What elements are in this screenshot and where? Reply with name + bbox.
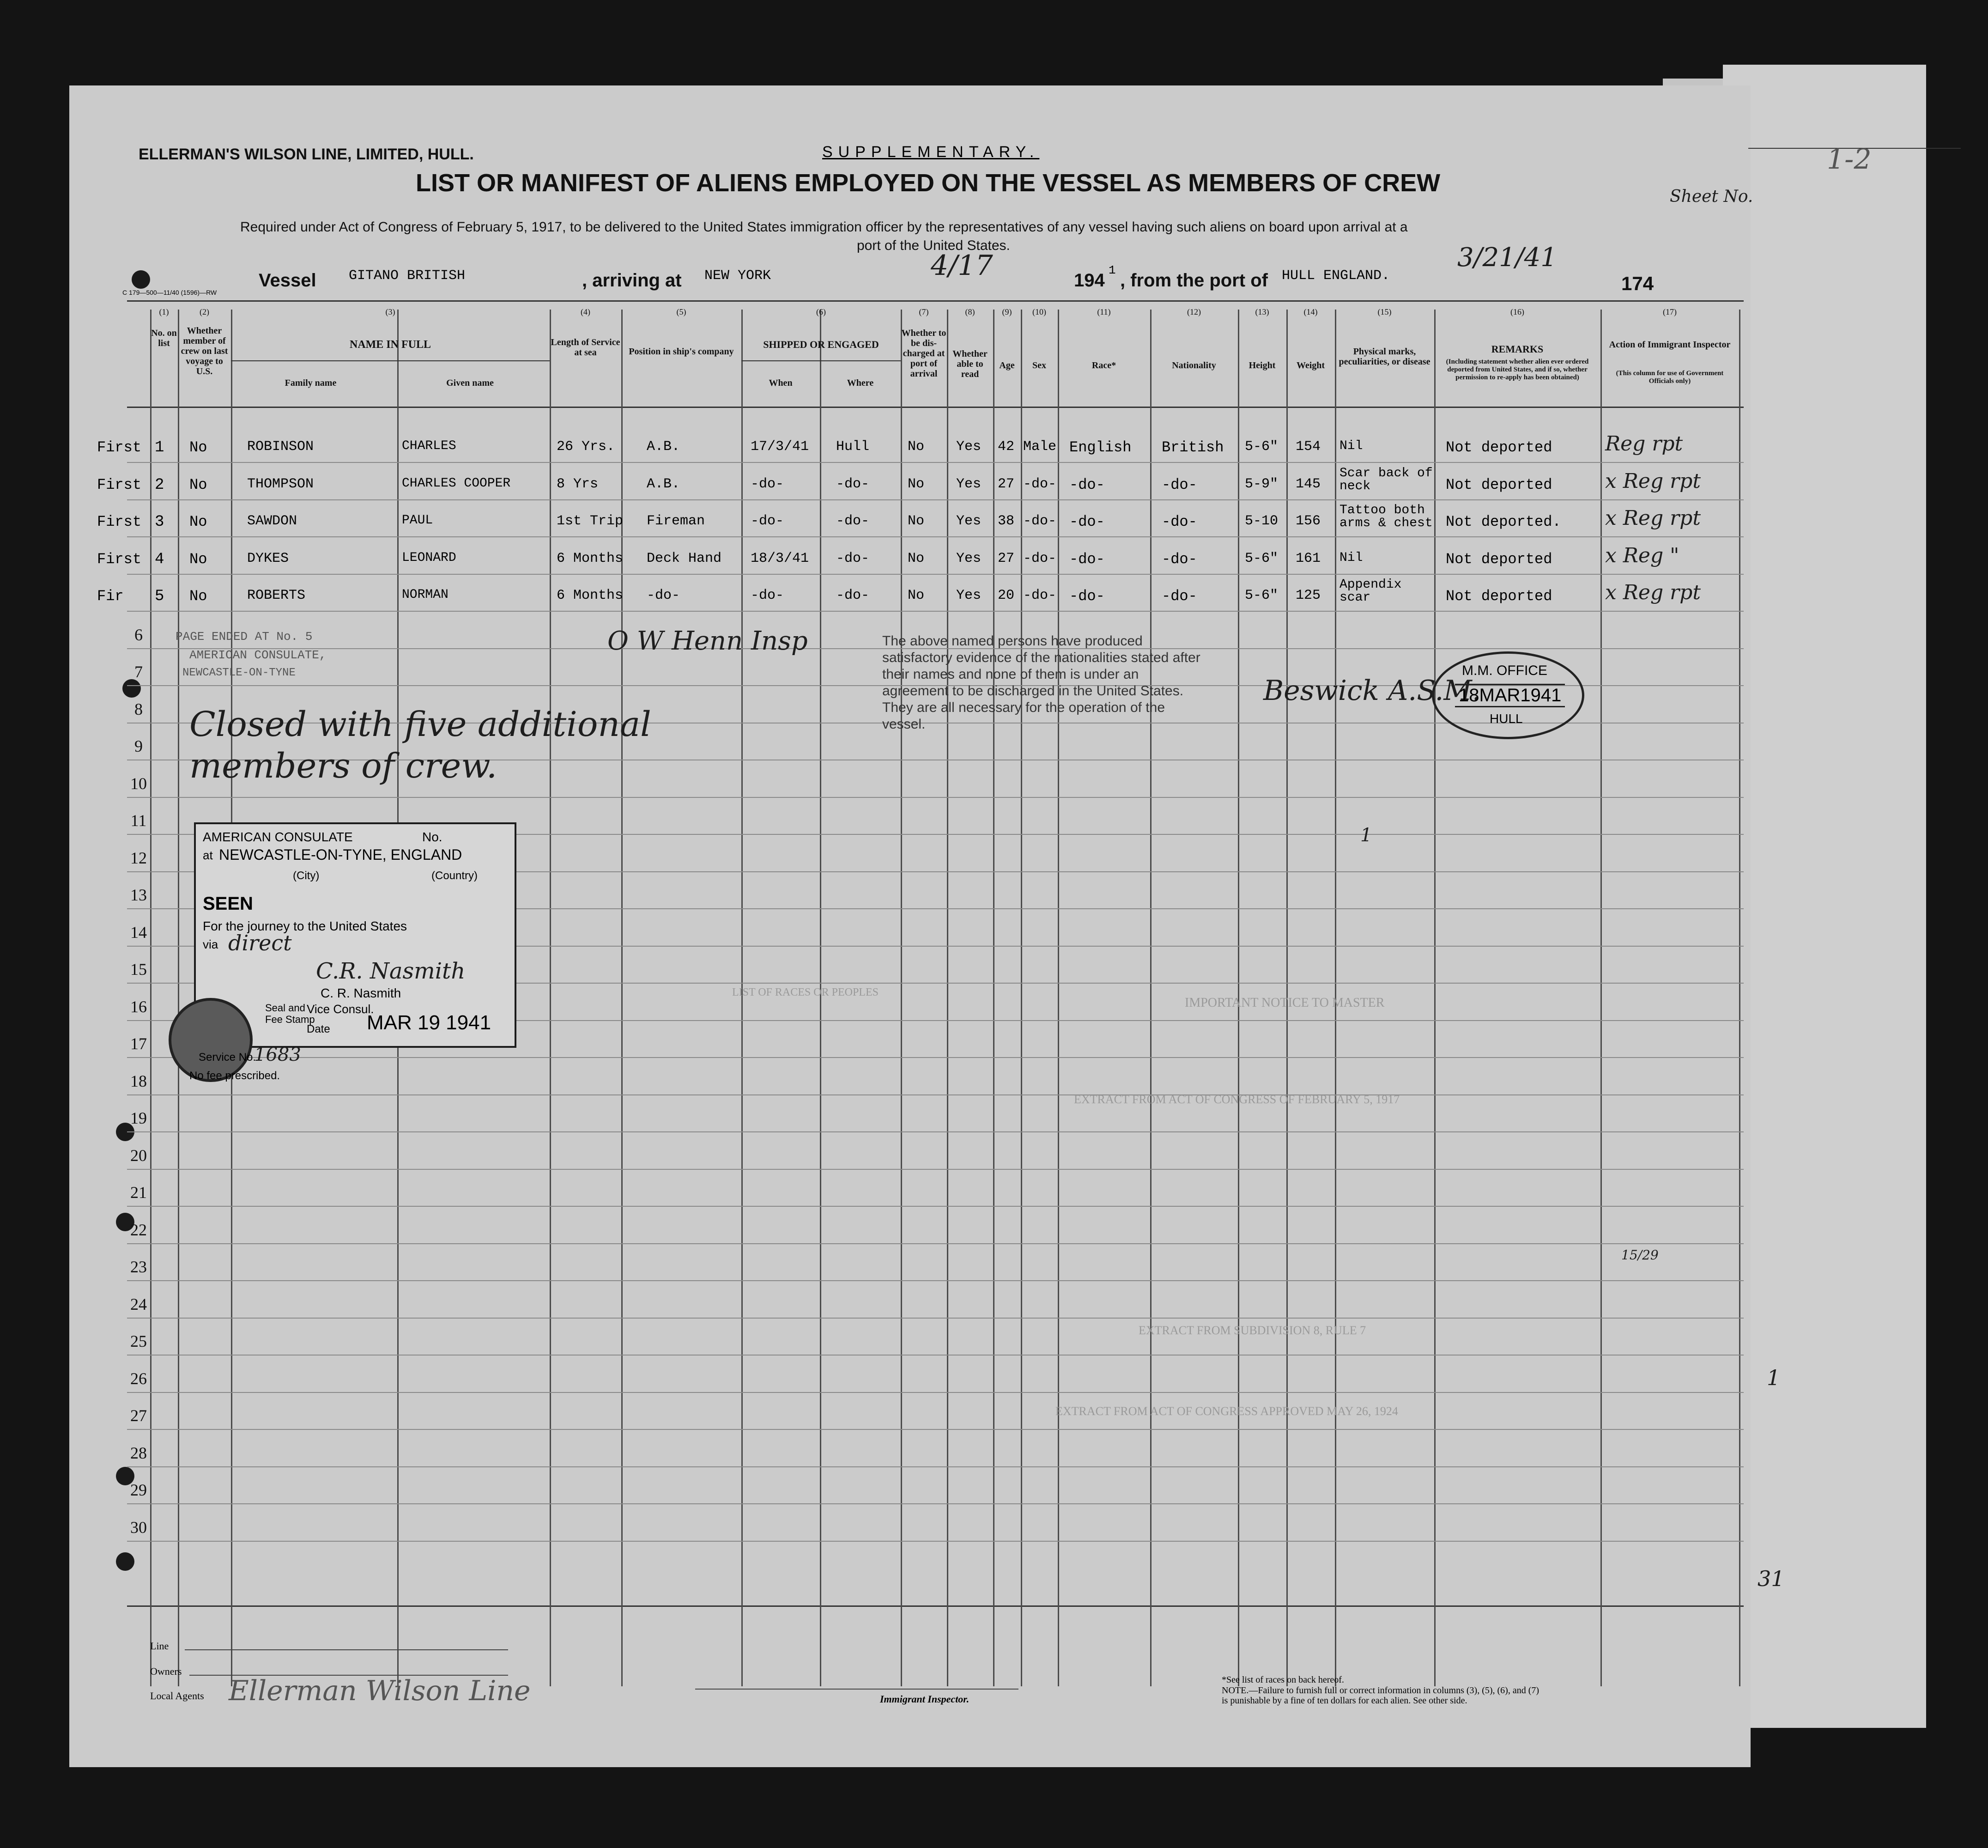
column-subheader: Given name — [446, 378, 494, 388]
column-number: (11) — [1097, 307, 1111, 316]
row-sex: Male — [1023, 439, 1057, 455]
row-weight: 145 — [1296, 476, 1321, 492]
stamp-at-label: at — [203, 848, 213, 862]
row-number: 5 — [155, 588, 164, 605]
column-header: REMARKS — [1491, 343, 1544, 355]
row-discharged: No — [908, 588, 925, 603]
row-when: -do- — [751, 476, 784, 492]
punch-hole — [122, 679, 141, 698]
from-port-value: HULL ENGLAND. — [1282, 268, 1390, 284]
bleed-through-extract3: EXTRACT FROM ACT OF CONGRESS APPROVED MAY 26, 1924 — [1055, 1404, 1398, 1418]
row-last-voyage: No — [189, 550, 207, 568]
row-number: 20 — [130, 1146, 147, 1165]
row-remarks: Not deported — [1446, 439, 1552, 456]
stamp-city: NEWCASTLE-ON-TYNE, ENGLAND — [219, 846, 462, 863]
row-sex: -do- — [1023, 513, 1057, 529]
row-nationality: -do- — [1162, 550, 1197, 568]
row-where: -do- — [836, 588, 870, 603]
manifest-form — [76, 111, 1872, 1756]
year-suffix: 1 — [1109, 263, 1116, 277]
row-action: x Reg rpt — [1605, 469, 1701, 493]
row-rule — [127, 1429, 1744, 1430]
column-header: SHIPPED OR ENGAGED — [763, 339, 879, 350]
column-header: Age — [999, 360, 1015, 371]
column-number: (8) — [965, 307, 975, 316]
row-nationality: -do- — [1162, 513, 1197, 530]
table-top-rule — [127, 300, 1744, 302]
row-number: 9 — [134, 737, 143, 755]
row-remarks: Not deported — [1446, 550, 1552, 568]
row-sex: -do- — [1023, 476, 1057, 492]
row-service: 6 Months — [557, 550, 624, 566]
column-number: (9) — [1002, 307, 1012, 316]
back-sheet — [1723, 65, 1926, 1728]
row-height: 5-6" — [1245, 588, 1279, 603]
row-rule — [127, 1355, 1744, 1356]
side-fraction: 15/29 — [1621, 1247, 1659, 1263]
row-where: -do- — [836, 550, 870, 566]
column-number: (7) — [919, 307, 929, 316]
column-divider — [947, 310, 948, 1686]
row-race: English — [1069, 439, 1132, 456]
row-number: 22 — [130, 1220, 147, 1239]
row-rule — [127, 1169, 1744, 1170]
column-divider — [993, 310, 994, 1686]
row-rule — [127, 499, 1744, 500]
row-number: 28 — [130, 1443, 147, 1462]
row-number: 23 — [130, 1258, 147, 1276]
row-rule — [127, 1318, 1744, 1319]
stamp-signature: C.R. Nasmith — [316, 958, 466, 984]
row-where: -do- — [836, 513, 870, 529]
mm-office-place: HULL — [1490, 711, 1523, 726]
row-rule — [127, 1206, 1744, 1207]
row-number: 2 — [155, 476, 164, 494]
row-remarks: Not deported — [1446, 588, 1552, 605]
service-no-value: 1683 — [254, 1044, 301, 1065]
row-trip: First — [97, 550, 142, 568]
row-last-voyage: No — [189, 476, 207, 493]
row-service: 1st Trip — [557, 513, 624, 529]
column-header: No. on list — [151, 328, 177, 348]
column-number: (4) — [581, 307, 590, 316]
row-race: -do- — [1069, 513, 1105, 530]
row-number: 16 — [130, 997, 147, 1016]
row-height: 5-10 — [1245, 513, 1279, 529]
column-number: (6) — [816, 307, 826, 316]
column-divider — [550, 310, 551, 1686]
footer-note: NOTE.—Failure to furnish full or correct information in columns (3), (5), (6), and (7) is punishable by a fine of ten dollars for each alien. See other side. — [1222, 1685, 1539, 1706]
row-service: 26 Yrs. — [557, 439, 615, 455]
row-height: 5-6" — [1245, 550, 1279, 566]
row-action: x Reg " — [1605, 543, 1679, 567]
column-divider — [901, 310, 902, 1686]
row-sex: -do- — [1023, 550, 1057, 566]
row-age: 27 — [998, 476, 1015, 492]
row-given-name: LEONARD — [402, 550, 456, 565]
row-height: 5-6" — [1245, 439, 1279, 455]
row-number: 26 — [130, 1369, 147, 1388]
vessel-label: Vessel — [259, 270, 316, 291]
row-number: 10 — [130, 774, 147, 793]
subtitle-line2: port of the United States. — [857, 238, 1010, 253]
supplementary-label: SUPPLEMENTARY. — [822, 143, 1040, 161]
inspector-signature-rule — [695, 1689, 1018, 1690]
row-position: A.B. — [647, 476, 680, 492]
row-number: 30 — [130, 1518, 147, 1537]
column-header: Whether able to read — [952, 349, 988, 379]
column-divider — [1600, 310, 1602, 1686]
row-number: 27 — [130, 1406, 147, 1425]
page-title: LIST OR MANIFEST OF ALIENS EMPLOYED ON THE VESSEL AS MEMBERS OF CREW — [416, 169, 1441, 197]
column-divider — [1739, 310, 1740, 1686]
mm-office-date: 18MAR1941 — [1455, 684, 1565, 707]
form-code: C 179—500—11/40 (1596)—RW — [122, 289, 217, 296]
row-number: 18 — [130, 1071, 147, 1090]
footer-inspector-label: Immigrant Inspector. — [880, 1693, 970, 1705]
consulate-stamp-line2: NEWCASTLE-ON-TYNE — [182, 667, 296, 679]
row-number: 24 — [130, 1295, 147, 1313]
row-trip: Fir — [97, 588, 124, 605]
inspector-signature: O W Henn Insp — [607, 626, 808, 656]
stamp-seen: SEEN — [203, 894, 253, 914]
row-age: 27 — [998, 550, 1015, 566]
consulate-stamp-line1: AMERICAN CONSULATE, — [189, 648, 327, 662]
row-when: 18/3/41 — [751, 550, 809, 566]
row-service: 6 Months — [557, 588, 624, 603]
master-signature: Beswick A.S.M. — [1263, 675, 1481, 707]
row-weight: 156 — [1296, 513, 1321, 529]
row-weight: 125 — [1296, 588, 1321, 603]
row-discharged: No — [908, 513, 925, 529]
stamp-country-label: (Country) — [431, 869, 478, 882]
row-family-name: SAWDON — [247, 513, 297, 529]
footer-agents-value: Ellerman Wilson Line — [229, 1675, 531, 1707]
row-remarks: Not deported. — [1446, 513, 1561, 530]
year-prefix: 194 — [1074, 270, 1105, 291]
row-rule — [127, 574, 1744, 575]
row-weight: 154 — [1296, 439, 1321, 455]
row-rule — [127, 1094, 1744, 1095]
row-height: 5-9" — [1245, 476, 1279, 492]
row-rule — [127, 462, 1744, 463]
footer-race-note: *See list of races on back hereof. — [1222, 1675, 1344, 1685]
row-number: 3 — [155, 513, 164, 531]
arriving-value: NEW YORK — [704, 268, 771, 284]
row-trip: First — [97, 513, 142, 530]
column-divider — [1150, 310, 1152, 1686]
row-race: -do- — [1069, 550, 1105, 568]
stamp-no-label: No. — [422, 830, 442, 844]
row-service: 8 Yrs — [557, 476, 599, 492]
column-number: (2) — [200, 307, 209, 316]
row-number: 7 — [134, 663, 143, 681]
column-divider — [178, 310, 179, 1686]
row-number: 15 — [130, 960, 147, 979]
row-marks: Tattoo both arms & chest — [1339, 503, 1433, 530]
from-port-label: , from the port of — [1120, 270, 1268, 291]
row-number: 19 — [130, 1109, 147, 1127]
row-rule — [127, 1131, 1744, 1132]
sheet-label: Sheet No. — [1670, 187, 1753, 206]
row-last-voyage: No — [189, 439, 207, 456]
column-number: (1) — [159, 307, 169, 316]
footer-line-rule — [185, 1649, 508, 1650]
column-note: (Including statement whether alien ever ordered deported from United States, and if so, whether permission to re-apply has been obtained) — [1446, 358, 1589, 381]
name-subrule — [231, 360, 550, 361]
row-sex: -do- — [1023, 588, 1057, 603]
row-number: 11 — [130, 811, 147, 830]
row-when: -do- — [751, 588, 784, 603]
page-ended-stamp: PAGE ENDED AT No. 5 — [176, 630, 313, 644]
column-header: Length of Service at sea — [551, 337, 620, 358]
stamp-consulate: AMERICAN CONSULATE — [203, 830, 353, 844]
row-rule — [127, 611, 1744, 612]
row-when: 17/3/41 — [751, 439, 809, 455]
row-age: 42 — [998, 439, 1015, 455]
row-given-name: CHARLES — [402, 439, 456, 453]
footer-agents-label: Local Agents — [150, 1690, 204, 1702]
row-last-voyage: No — [189, 588, 207, 605]
row-weight: 161 — [1296, 550, 1321, 566]
row-number: 1 — [155, 439, 164, 456]
footer-owners-label: Owners — [150, 1666, 182, 1677]
shipped-subrule — [741, 360, 901, 361]
column-header: Position in ship's company — [629, 346, 734, 357]
column-header: Action of Immigrant Inspector — [1609, 340, 1731, 350]
row-read: Yes — [956, 588, 982, 603]
column-subheader: When — [769, 378, 793, 388]
row-number: 12 — [130, 848, 147, 867]
row-read: Yes — [956, 513, 982, 529]
row-number: 29 — [130, 1481, 147, 1499]
row-discharged: No — [908, 476, 925, 492]
column-number: (13) — [1255, 307, 1269, 316]
row-rule — [127, 1243, 1744, 1244]
table-bottom-rule — [127, 1605, 1744, 1607]
stamp-journey: For the journey to the United States — [203, 919, 407, 933]
header-bottom-rule — [127, 407, 1744, 408]
row-number: 6 — [134, 625, 143, 644]
column-header: Nationality — [1172, 360, 1216, 371]
row-read: Yes — [956, 439, 982, 455]
row-nationality: -do- — [1162, 588, 1197, 605]
column-header: Weight — [1296, 360, 1325, 371]
company-name: ELLERMAN'S WILSON LINE, LIMITED, HULL. — [139, 146, 474, 163]
row-when: -do- — [751, 513, 784, 529]
row-number: 17 — [130, 1034, 147, 1053]
column-header: Sex — [1032, 360, 1046, 371]
column-divider — [1021, 310, 1022, 1686]
arriving-label: , arriving at — [582, 270, 682, 291]
row-position: Deck Hand — [647, 550, 722, 566]
column-number: (12) — [1187, 307, 1201, 316]
column-number: (16) — [1510, 307, 1524, 316]
right-margin-value: 31 — [1758, 1566, 1785, 1591]
column-number: (14) — [1303, 307, 1318, 316]
row-marks: Scar back of neck — [1339, 466, 1433, 493]
departure-date: 3/21/41 — [1457, 243, 1557, 273]
bleed-through-extract2: EXTRACT FROM SUBDIVISION 8, RULE 7 — [1139, 1324, 1366, 1337]
subtitle-line1: Required under Act of Congress of February 5, 1917, to be delivered to the United States immigration officer by the representatives of any vessel having such aliens on board upon arrival at a — [240, 219, 1408, 235]
row-marks: Nil — [1339, 550, 1363, 565]
row-where: -do- — [836, 476, 870, 492]
bleed-through-notice: IMPORTANT NOTICE TO MASTER — [1185, 996, 1385, 1010]
row-race: -do- — [1069, 588, 1105, 605]
row-position: A.B. — [647, 439, 680, 455]
row-nationality: -do- — [1162, 476, 1197, 493]
row-rule — [127, 1280, 1744, 1281]
row-given-name: NORMAN — [402, 588, 449, 602]
bleed-through-extract1: EXTRACT FROM ACT OF CONGRESS OF FEBRUARY 5, 1917 — [1074, 1093, 1400, 1106]
row-rule — [127, 1541, 1744, 1542]
vessel-value: GITANO BRITISH — [349, 268, 466, 284]
corner-mark: 1-2 — [1827, 143, 1872, 176]
row-action: x Reg rpt — [1605, 581, 1701, 604]
row-last-voyage: No — [189, 513, 207, 530]
row-number: 8 — [134, 699, 143, 718]
row-age: 38 — [998, 513, 1015, 529]
bleed-through-races: LIST OF RACES OR PEOPLES — [732, 986, 879, 998]
fee-note: No fee prescribed. — [189, 1070, 280, 1082]
column-note: (This column for use of Government Officials only) — [1616, 370, 1724, 385]
mm-office-label: M.M. OFFICE — [1462, 663, 1547, 678]
punch-hole — [132, 270, 150, 289]
row-action: x Reg rpt — [1605, 506, 1701, 530]
row-family-name: DYKES — [247, 550, 289, 566]
row-rule — [127, 1392, 1744, 1393]
row-number: 14 — [130, 923, 147, 942]
page-number: 174 — [1621, 273, 1654, 294]
stamp-seal-label1: Seal and — [265, 1002, 305, 1014]
stamp-date-label: Date — [307, 1023, 330, 1035]
row-age: 20 — [998, 588, 1015, 603]
column-number: (5) — [676, 307, 686, 316]
side-mark: 1 — [1360, 825, 1372, 846]
row-marks: Nil — [1339, 439, 1363, 453]
row-given-name: PAUL — [402, 513, 433, 528]
row-marks: Appendix scar — [1339, 578, 1402, 605]
stamp-seal-label2: Fee Stamp — [265, 1014, 315, 1025]
column-number: (3) — [385, 307, 395, 316]
stamp-via-value: direct — [228, 930, 292, 955]
row-position: Fireman — [647, 513, 705, 529]
closed-note-line1: Closed with five additional — [189, 705, 651, 744]
row-read: Yes — [956, 550, 982, 566]
row-remarks: Not deported — [1446, 476, 1552, 493]
column-number: (10) — [1032, 307, 1046, 316]
punch-hole — [116, 1552, 134, 1571]
right-margin-value: 1 — [1767, 1365, 1781, 1390]
certification-stamp: The above named persons have produced satisfactory evidence of the nationalities stated after their names and none of them is under an agreement to be discharged in the United States. They are all necessary for the operation of the vessel. — [882, 633, 1200, 732]
row-number: 13 — [130, 886, 147, 904]
row-family-name: ROBERTS — [247, 588, 306, 603]
row-position: -do- — [647, 588, 680, 603]
row-given-name: CHARLES COOPER — [402, 476, 511, 491]
column-number: (17) — [1663, 307, 1677, 316]
column-header: NAME IN FULL — [349, 339, 431, 351]
service-no-label: Service No. — [199, 1051, 256, 1064]
column-subheader: Family name — [285, 378, 337, 388]
row-rule — [127, 1057, 1744, 1058]
row-nationality: British — [1162, 439, 1224, 456]
column-header: Whether to be dis-charged at port of arrival — [901, 328, 946, 379]
row-action: Reg rpt — [1605, 432, 1683, 456]
row-rule — [127, 1466, 1744, 1467]
arrival-date: 4/17 — [931, 249, 993, 282]
stamp-consul-name: C. R. Nasmith — [321, 986, 401, 1000]
footer-line-label: Line — [150, 1640, 169, 1652]
row-discharged: No — [908, 550, 925, 566]
row-number: 21 — [130, 1183, 147, 1202]
row-discharged: No — [908, 439, 925, 455]
row-family-name: ROBINSON — [247, 439, 314, 455]
column-header: Whether member of crew on last voyage to U.S. — [181, 326, 228, 377]
stamp-via-label: via — [203, 937, 218, 951]
row-number: 4 — [155, 550, 164, 568]
row-race: -do- — [1069, 476, 1105, 493]
row-where: Hull — [836, 439, 870, 455]
row-rule — [127, 1503, 1744, 1504]
stamp-consul-title: Vice Consul. — [307, 1002, 374, 1016]
row-rule — [127, 536, 1744, 537]
column-subheader: Where — [847, 378, 874, 388]
closed-note-line2: members of crew. — [189, 746, 497, 786]
column-number: (15) — [1377, 307, 1392, 316]
row-rule — [127, 797, 1744, 798]
mm-office-stamp — [1432, 651, 1584, 739]
row-read: Yes — [956, 476, 982, 492]
column-header: Race* — [1091, 360, 1116, 371]
row-number: 25 — [130, 1332, 147, 1350]
row-trip: First — [97, 476, 142, 493]
column-header: Height — [1249, 360, 1276, 371]
column-divider — [1058, 310, 1059, 1686]
row-family-name: THOMPSON — [247, 476, 314, 492]
stamp-city-label: (City) — [293, 869, 320, 882]
stamp-date-value: MAR 19 1941 — [367, 1011, 491, 1034]
column-header: Physical marks, peculiarities, or disease — [1339, 346, 1430, 367]
row-trip: First — [97, 439, 142, 456]
